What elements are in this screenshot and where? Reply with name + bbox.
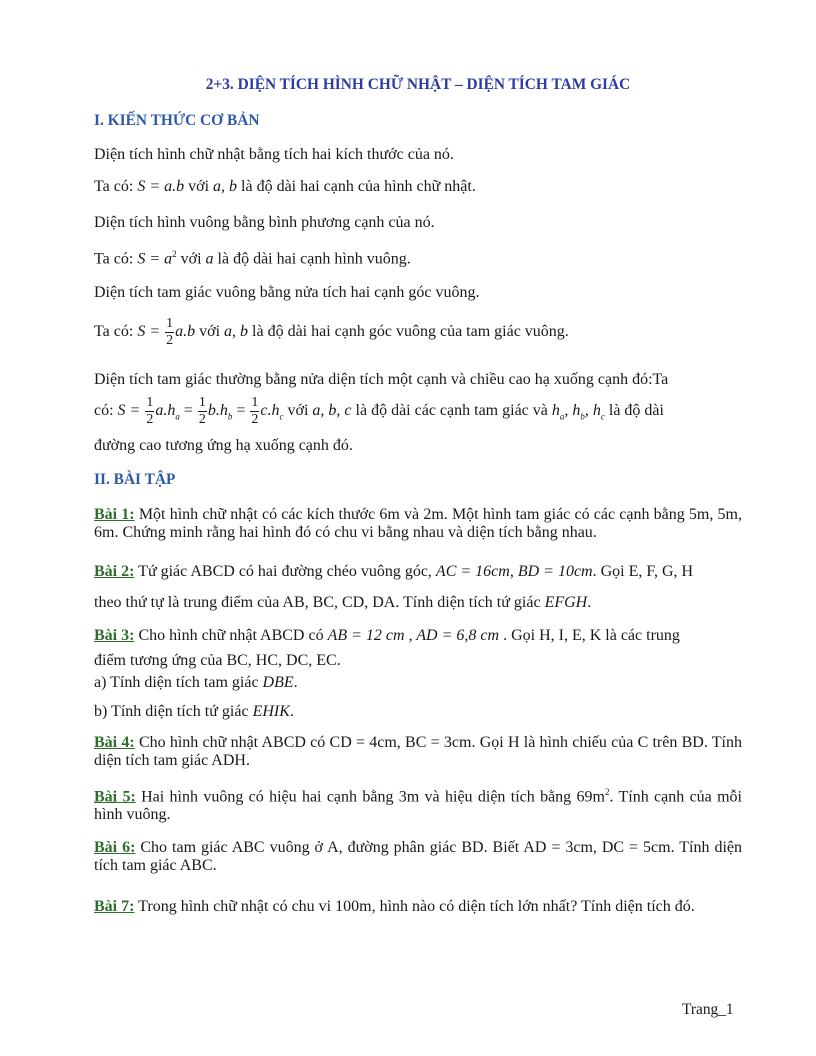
fraction-numerator: 1 [146,395,154,410]
exercise-text: . [289,703,294,720]
exercise-text: . [587,594,592,611]
fraction-numerator: 1 [251,395,259,410]
exercise-3 [94,627,742,645]
fraction-half [198,395,207,428]
paragraph-triangle-area: Diện tích tam giác thường bằng nửa diện tích một cạnh và chiều cao hạ xuống cạnh đó:Ta [94,371,669,388]
exercise-text: Tứ giác ABCD có hai đường chéo vuông góc, [134,563,436,580]
text-prefix: có: [94,402,118,420]
exponent: 2 [604,787,610,797]
term-a: a.h [155,402,176,420]
exercise-2-line2 [94,594,742,612]
equals: = [232,402,250,420]
text-suffix: là độ dài hai cạnh của hình chữ nhật. [237,178,476,195]
section-heading-exercises: II. BÀI TẬP [94,471,176,488]
text-mid: là độ dài các cạnh tam giác và [351,402,552,420]
fraction-half [165,316,174,349]
exponent: 2 [172,249,177,259]
text-suffix: là độ dài [604,402,664,420]
text-mid: với [283,402,313,420]
formula-rhs: a.b [175,323,196,341]
height-h: h [592,402,601,420]
fraction-denominator: 2 [251,412,259,427]
subscript: c [600,411,605,422]
subscript: b [580,411,585,422]
paragraph-triangle-formula: có: S = $\frac{1}{2}$ $a.h_a$ = $\frac{1}{2}$ $b.h_b$ = $\frac{1}{2}$ $c.h_c$ với a, b, c là độ dài các cạnh tam giác và $h_a$, $h_b$, $h_c$ là độ dài [94,395,664,427]
exercise-label: Bài 4: [94,734,135,751]
exercise-3-part-b [94,703,742,721]
exercise-6 [94,839,742,875]
exercise-text: b) Tính diện tích tứ giác [94,703,253,720]
exercise-text: Cho tam giác ABC vuông ở A, đường phân giác BD. Biết [135,839,524,856]
exercise-2 [94,563,742,581]
exercise-text: . Tính diện tích tam giác ABC. [94,839,742,874]
paragraph-rectangle-formula [94,178,742,196]
exercise-3-line2: điểm tương ứng của BC, HC, DC, EC. [94,652,341,669]
text-mid: với [195,323,225,341]
fraction-numerator: 1 [166,316,174,331]
exercise-3-part-a [94,672,742,693]
text-prefix: Ta có: [94,178,138,195]
exercise-text: Trong hình chữ nhật có chu vi 100m, hình nào có diện tích lớn nhất? Tính diện tích đó. [134,898,695,915]
text-mid: với [184,178,214,195]
exercise-text: Một hình chữ nhật có các kích thước 6m và 2m. Một hình tam giác có các cạnh bằng 5m, 5m, 6m. Chứng minh rằng hai hình đó có chu vi bằng nhau và diện tích bằng nhau. [94,506,742,541]
paragraph-square-area: Diện tích hình vuông bằng bình phương cạnh của nó. [94,214,435,231]
formula: AD = 3cm, DC = 5cm [523,839,671,856]
paragraph-rectangle-area: Diện tích hình chữ nhật bằng tích hai kích thước của nó. [94,146,454,163]
formula: DBE [262,674,294,691]
term-b: b.h [207,402,228,420]
variables: a, b, c [312,402,352,420]
text-suffix: là độ dài hai cạnh hình vuông. [213,250,411,268]
exercise-text: Hai hình vuông có hiệu hai cạnh bằng 3m và hiệu diện tích bằng 69m [135,788,605,806]
exercise-label: Bài 3: [94,627,135,644]
formula: S = a [137,250,173,268]
paragraph-triangle-end: đường cao tương ứng hạ xuống cạnh đó. [94,437,353,454]
equals: = [179,402,197,420]
page-number: Trang_1 [682,1001,734,1018]
fraction-half [145,395,154,428]
text-prefix: Ta có: [94,323,138,341]
formula-lhs: S = [137,323,161,341]
variable: a [205,250,214,268]
subscript: a [175,411,180,422]
subscript: b [227,411,233,422]
fraction-denominator: 2 [166,333,174,348]
paragraph-square-formula [94,249,742,268]
formula-lhs: S = [117,402,141,420]
exercise-4 [94,734,742,770]
exercise-text: . [293,674,298,691]
document-title: 2+3. DIỆN TÍCH HÌNH CHỮ NHẬT – DIỆN TÍCH TAM GIÁC [205,76,631,93]
fraction-denominator: 2 [146,412,154,427]
height-h: h [572,402,581,420]
formula: AC = 16cm, BD = 10cm [435,563,593,580]
formula: EHIK [252,703,290,720]
exercise-text: . Gọi H, I, E, K là các trung [499,627,680,644]
paragraph-right-triangle-formula [94,316,742,349]
subscript: c [279,411,284,422]
formula: AB = 12 cm , AD = 6,8 cm [327,627,500,644]
exercise-text: Cho hình chữ nhật ABCD có CD = 4cm, BC = 3cm. Gọi H là hình chiếu của C trên BD. Tính diện tích tam giác ADH. [94,734,743,769]
height-h: h [551,402,560,420]
variables: a, b [213,178,238,195]
paragraph-right-triangle-area: Diện tích tam giác vuông bằng nửa tích hai cạnh góc vuông. [94,284,480,301]
exercise-text: . Gọi E, F, G, H [592,563,694,580]
formula: EFGH [544,594,588,611]
text-mid: với [176,250,206,268]
subscript: a [559,411,565,422]
exercise-label: Bài 1: [94,506,135,523]
formula: S = a.b [137,178,185,195]
exercise-text: Cho hình chữ nhật ABCD có [134,627,328,644]
exercise-label: Bài 2: [94,563,135,580]
exercise-label: Bài 5: [94,788,136,806]
exercise-1 [94,506,742,542]
fraction-half [250,395,259,428]
text-suffix: là độ dài hai cạnh góc vuông của tam giác vuông. [248,323,569,341]
variables: a, b [224,323,249,341]
exercise-label: Bài 6: [94,839,136,856]
text-prefix: Ta có: [94,250,138,268]
term-c: c.h [260,402,280,420]
fraction-numerator: 1 [198,395,206,410]
exercise-label: Bài 7: [94,898,135,915]
exercise-text: theo thứ tự là trung điểm của AB, BC, CD, DA. Tính diện tích tứ giác [94,594,545,611]
exercise-text: a) Tính diện tích tam giác [94,674,263,691]
fraction-denominator: 2 [198,412,206,427]
section-heading-basics: I. KIẾN THỨC CƠ BẢN [94,112,260,129]
exercise-7 [94,898,742,916]
exercise-5 [94,787,742,824]
exercise-text: . Tính cạnh của mỗi hình vuông. [94,788,742,824]
